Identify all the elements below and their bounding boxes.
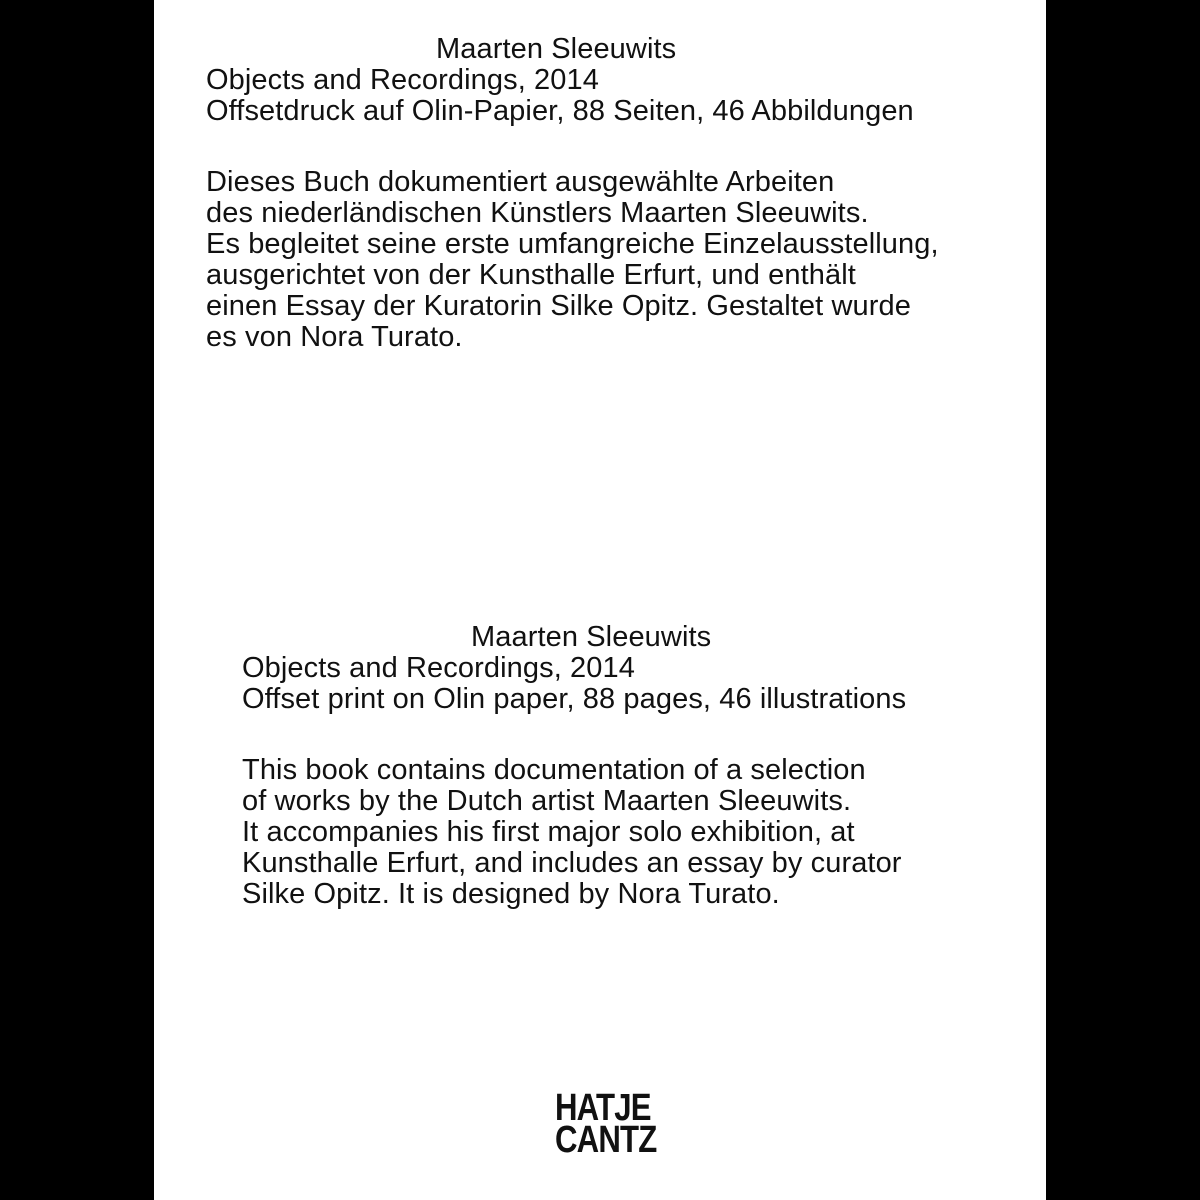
book-specs-en: Offset print on Olin paper, 88 pages, 46 illustrations <box>242 683 907 715</box>
description-line-en: This book contains documentation of a selection <box>242 754 866 786</box>
description-line-en: Kunsthalle Erfurt, and includes an essay by curator <box>242 847 902 879</box>
book-title-de: Objects and Recordings, 2014 <box>206 64 599 96</box>
description-line-en: of works by the Dutch artist Maarten Sleeuwits. <box>242 785 852 817</box>
artist-name-en: Maarten Sleeuwits <box>471 621 712 653</box>
german-text-block <box>206 34 939 353</box>
description-line-de: es von Nora Turato. <box>206 321 463 353</box>
description-en <box>242 755 906 910</box>
description-line-de: Es begleitet seine erste umfangreiche Einzelausstellung, <box>206 228 939 260</box>
publisher-logo <box>555 1087 657 1161</box>
description-line-de: Dieses Buch dokumentiert ausgewählte Arbeiten <box>206 166 835 198</box>
logo-line-1: HATJE <box>555 1087 651 1129</box>
description-line-en: Silke Opitz. It is designed by Nora Turato. <box>242 878 780 910</box>
description-de <box>206 167 939 353</box>
description-line-de: einen Essay der Kuratorin Silke Opitz. Gestaltet wurde <box>206 290 911 322</box>
english-text-block <box>242 622 906 910</box>
description-line-en: It accompanies his first major solo exhibition, at <box>242 816 855 848</box>
book-title-en: Objects and Recordings, 2014 <box>242 652 635 684</box>
description-line-de: ausgerichtet von der Kunsthalle Erfurt, und enthält <box>206 259 856 291</box>
description-line-de: des niederländischen Künstlers Maarten Sleeuwits. <box>206 197 869 229</box>
logo-line-2: CANTZ <box>555 1119 657 1161</box>
book-specs-de: Offsetdruck auf Olin-Papier, 88 Seiten, 46 Abbildungen <box>206 95 914 127</box>
book-cover <box>154 0 1046 1200</box>
artist-name-de: Maarten Sleeuwits <box>436 33 677 65</box>
